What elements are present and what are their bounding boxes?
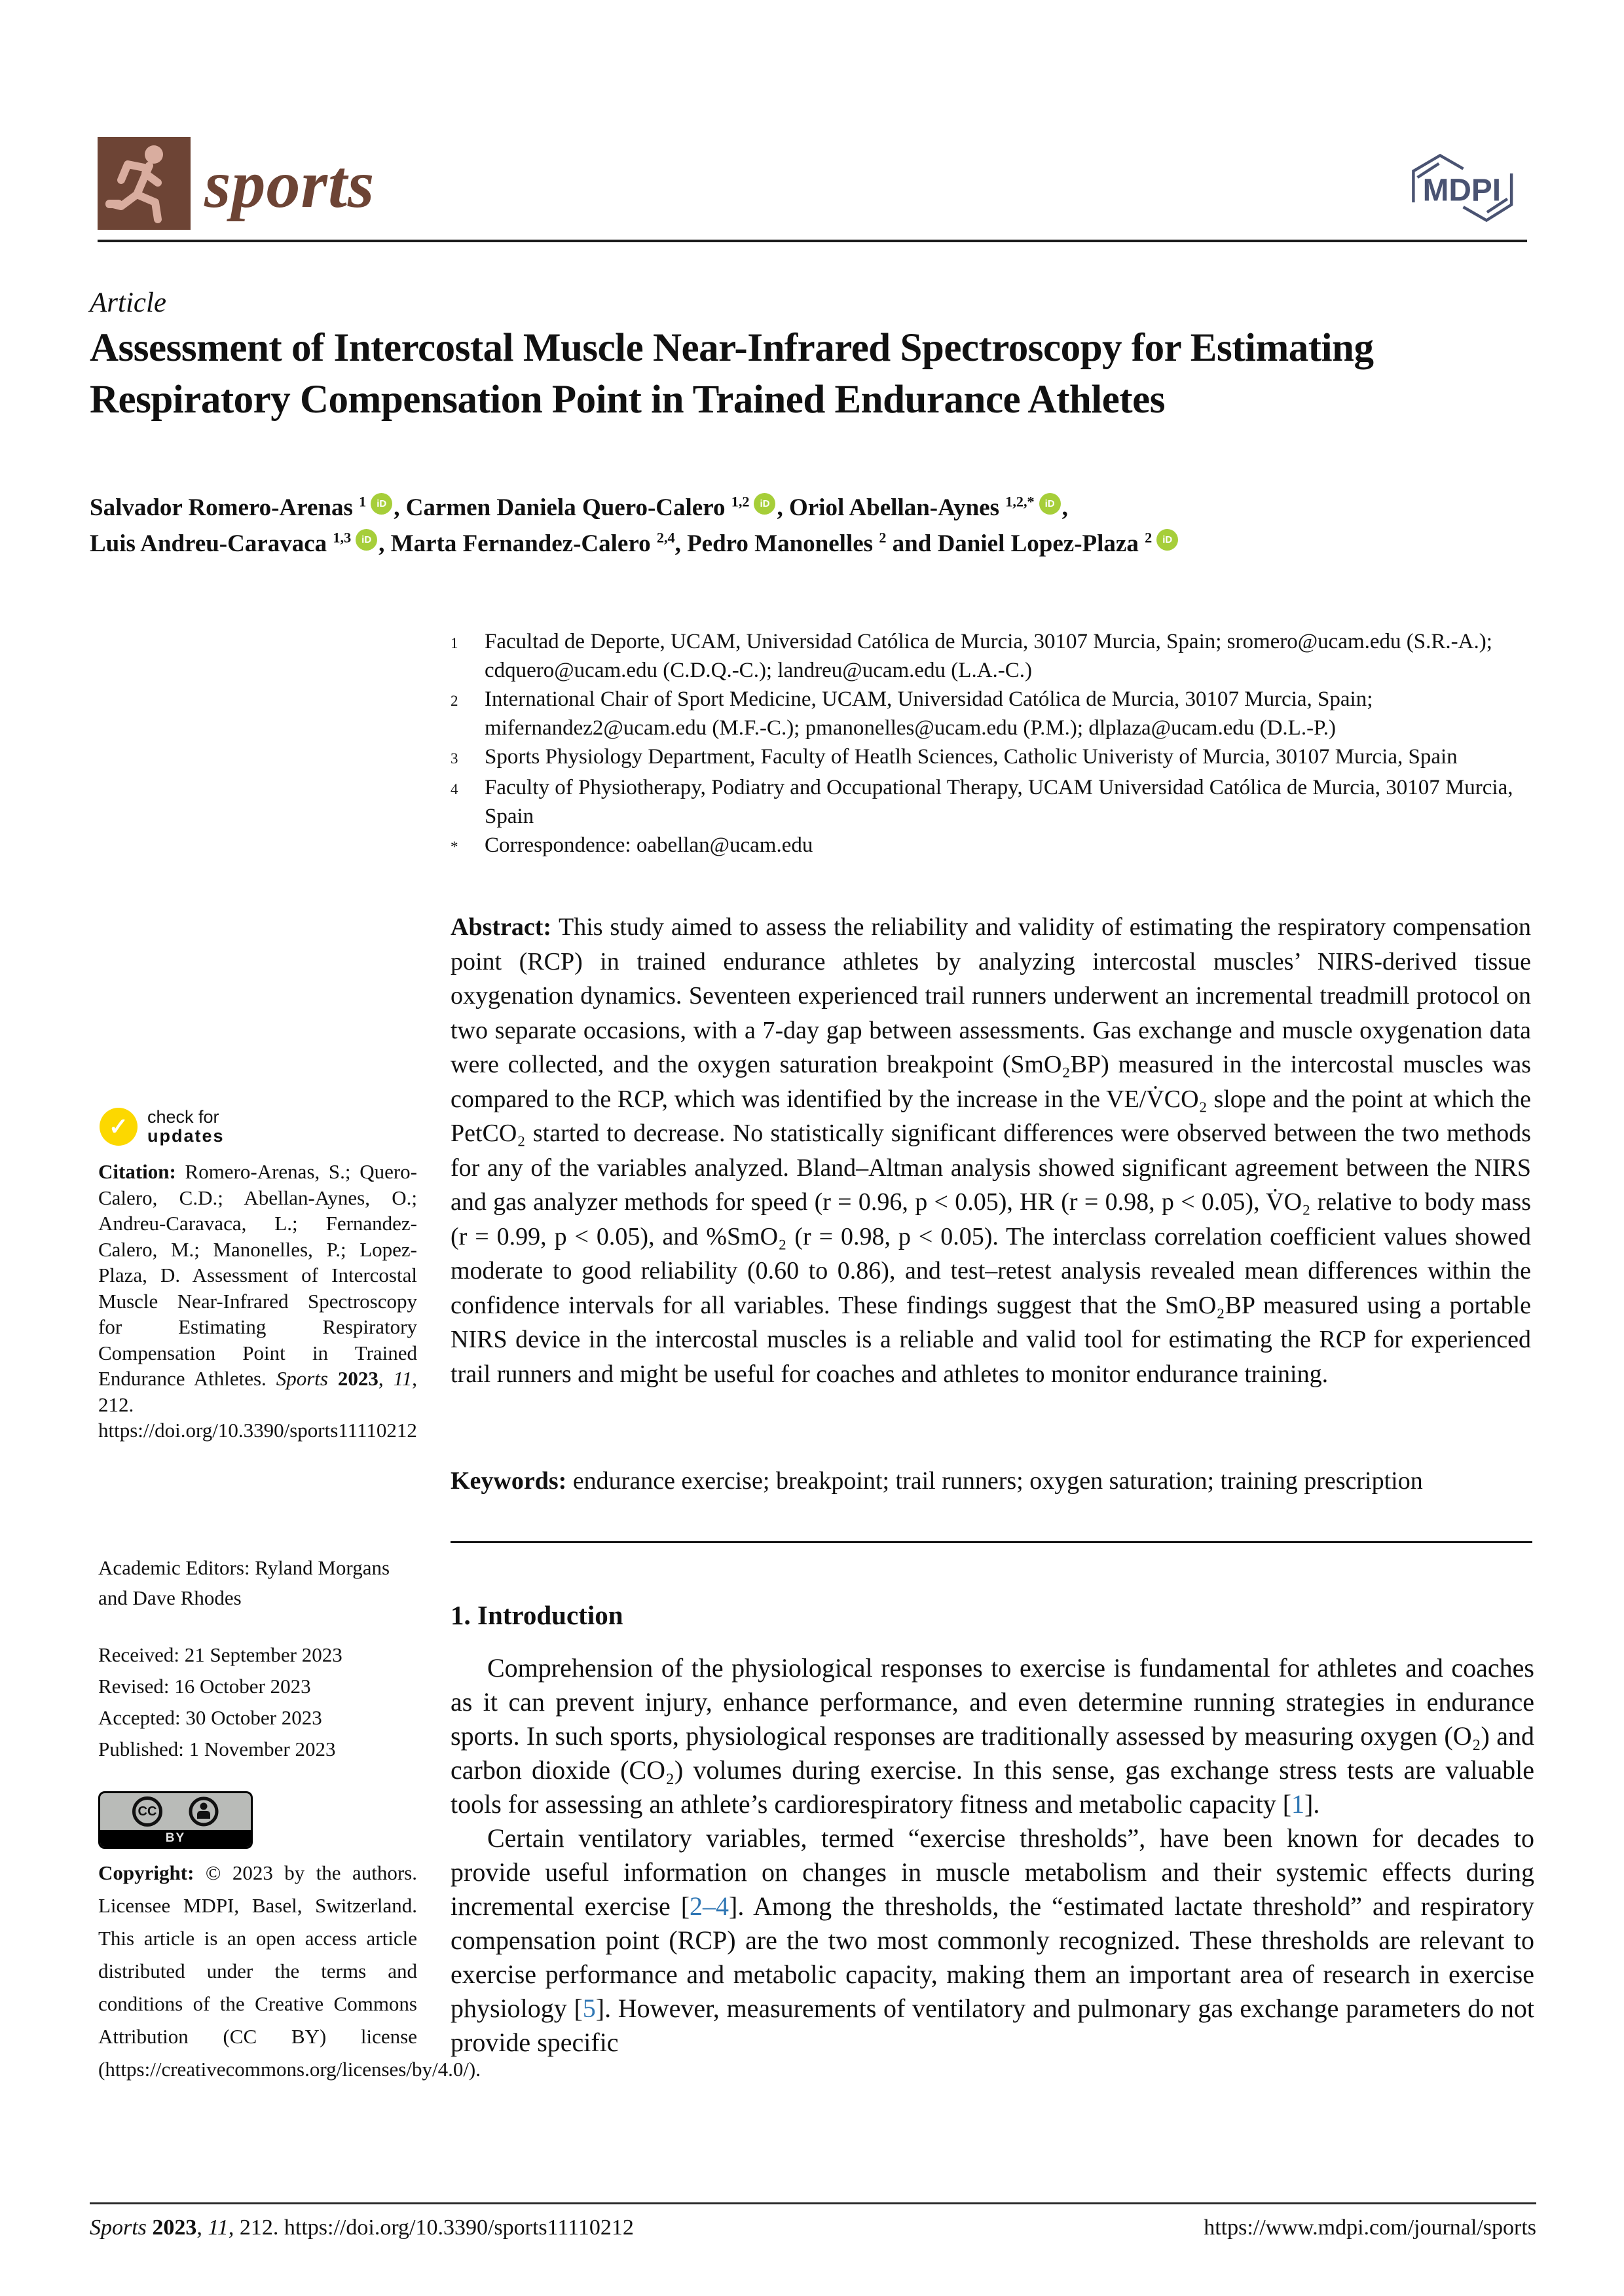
affiliation-text: Sports Physiology Department, Faculty of Heatlh Sciences, Catholic Univeristy of Murcia, 30107 Murcia, Spain — [485, 745, 1458, 769]
affiliation-number: 3 — [451, 750, 458, 767]
copyright-block: Copyright: © 2023 by the authors. Licensee MDPI, Basel, Switzerland. This article is an open access article distributed under the terms and conditions of the Creative Commons Attribution (CC BY) license (https://creativecommons.org/licenses/by/4.0/). — [98, 1861, 481, 2081]
by-person-icon — [189, 1796, 219, 1827]
check-for-updates-line1: check for — [147, 1107, 219, 1127]
keywords: Keywords: endurance exercise; breakpoint; trail runners; oxygen saturation; training prescription — [451, 1467, 1423, 1495]
header-rule — [98, 240, 1527, 242]
orcid-icon[interactable]: iD — [356, 529, 377, 551]
published-date: Published: 1 November 2023 — [98, 1738, 336, 1760]
sports-journal-logo — [98, 137, 191, 230]
academic-editors: Academic Editors: Ryland Morgans and Dave Rhodes — [98, 1556, 390, 1609]
section-heading-introduction: 1. Introduction — [451, 1600, 623, 1630]
accepted-date: Accepted: 30 October 2023 — [98, 1706, 322, 1729]
authors-line-2: Luis Andreu-Caravaca $^{1,3}$ iD , Marta Fernandez-Calero $^{2,4}$, Pedro Manonelles $^2$ and Daniel Lopez-Plaza $^2$ iD — [90, 526, 1511, 562]
check-for-updates-line2: updates — [147, 1126, 225, 1146]
check-glyph: ✓ — [108, 1113, 129, 1140]
cc-icons-row — [100, 1793, 251, 1830]
check-for-updates-label — [147, 1108, 225, 1146]
check-for-updates-badge[interactable] — [100, 1108, 225, 1146]
introduction-paragraph-2: Certain ventilatory variables, termed “exercise thresholds”, have been known for decades to provide useful information on changes in muscle metabolism and their systemic effects during incremental exercise [2–4]. Among the thresholds, the “estimated lactate threshold” and respiratory compensation point (RCP) are the two most commonly recognized. These thresholds are relevant to exercise performance and metabolic capacity, making them an important area of research in exercise physiology [5]. However, measurements of ventilatory and pulmonary gas exchange parameters do not provide specific — [451, 1823, 1534, 2057]
article-history — [98, 1639, 417, 1765]
citation-block: Citation: Romero-Arenas, S.; Quero-Calero, C.D.; Abellan-Aynes, O.; Andreu-Caravaca, L.; Fernandez-Calero, M.; Manonelles, P.; Lopez-Plaza, D. Assessment of Intercostal Muscle Near-Infrared Spectroscopy for Estimating Respiratory Compensation Point in Trained Endurance Athletes. Sports 2023, 11, 212. https://doi.org/10.3390/sports11110212 — [98, 1160, 418, 1442]
affiliation-row — [451, 627, 1536, 685]
affiliations-block — [451, 627, 1536, 862]
runner-icon — [98, 137, 191, 230]
check-icon — [100, 1108, 138, 1146]
footer — [90, 2215, 1536, 2240]
abstract: Abstract: This study aimed to assess the reliability and validity of estimating the respiratory compensation point (RCP) in trained endurance athletes by analyzing intercostal muscles’ NIRS-derived tissue oxygenation dynamics. Seventeen experienced trail runners underwent an incremental treadmill protocol on two separate occasions, with a 7-day gap between assessments. Gas exchange and muscle oxygenation data were collected, and the oxygen saturation breakpoint (SmO₂BP) measured in the intercostal muscles was compared to the RCP, which was identified by the increase in the VE/V̇CO₂ slope and the point at which the PetCO₂ started to decrease. No statistically significant differences were observed between the two methods for any of the variables analyzed. Bland–Altman analysis showed significant agreement between the NIRS and gas analyzer methods for speed (r = 0.96, p < 0.05), HR (r = 0.98, p < 0.05), V̇O₂ relative to body mass (r = 0.99, p < 0.05), and %SmO₂ (r = 0.98, p < 0.05). The interclass correlation coefficient values showed moderate to good reliability (0.60 to 0.86), and test–retest analysis revealed mean differences within the confidence intervals for all variables. These findings suggest that the SmO₂BP measured using a portable NIRS device in the intercostal muscles is a reliable and valid tool for estimating the RCP for experienced trail runners and might be useful for coaches and athletes to monitor endurance training. — [451, 913, 1531, 1388]
journal-name: sports — [204, 147, 375, 222]
affiliation-text: Facultad de Deporte, UCAM, Universidad Católica de Murcia, 30107 Murcia, Spain; sromero@ucam.edu (S.R.-A.); cdquero@ucam.edu (C.D.Q.-C.); landreu@ucam.edu (L.A.-C.) — [485, 630, 1492, 682]
correspondence-asterisk: * — [451, 839, 458, 855]
footer-journal-url[interactable]: https://www.mdpi.com/journal/sports — [1204, 2215, 1536, 2240]
orcid-icon[interactable]: iD — [371, 493, 392, 515]
cc-icon: CC — [132, 1796, 162, 1827]
reference-link[interactable]: 5 — [582, 1994, 596, 2023]
cc-by-license-badge[interactable] — [98, 1791, 253, 1849]
affiliation-text: International Chair of Sport Medicine, UCAM, Universidad Católica de Murcia, 30107 Murcia, Spain; mifernandez2@ucam.edu (M.F.-C.); pmanonelles@ucam.edu (P.M.); dlplaza@ucam.edu (D.L.-P.) — [485, 687, 1373, 740]
reference-link[interactable]: 1 — [1291, 1789, 1305, 1819]
mdpi-logo-text: MDPI — [1422, 173, 1502, 208]
footer-rule — [90, 2202, 1536, 2204]
authors-block — [90, 490, 1511, 562]
affiliation-number: 4 — [451, 781, 458, 797]
received-date: Received: 21 September 2023 — [98, 1643, 342, 1666]
orcid-icon[interactable]: iD — [754, 493, 775, 515]
runner-head — [145, 145, 163, 164]
cc-by-label: BY — [100, 1830, 251, 1847]
introduction-paragraph-1: Comprehension of the physiological responses to exercise is fundamental for athletes and coaches as it can prevent injury, enhance performance, and even determine running strategies in endurance sports. In such sports, physiological responses are traditionally assessed by measuring oxygen (O₂) and carbon dioxide (CO₂) volumes during exercise. In this sense, gas exchange stress tests are valuable tools for assessing an athlete’s cardiorespiratory fitness and metabolic capacity [1]. — [451, 1653, 1534, 1819]
orcid-icon[interactable]: iD — [1156, 529, 1178, 551]
orcid-icon[interactable]: iD — [1039, 493, 1061, 515]
page-title: Assessment of Intercostal Muscle Near-Infrared Spectroscopy for Estimating Respiratory Compensation Point in Trained Endurance Athletes — [90, 326, 1374, 422]
affiliation-number: 2 — [451, 693, 458, 709]
keywords-divider-rule — [451, 1541, 1532, 1543]
runner-shoe — [105, 200, 122, 208]
affiliation-row — [451, 742, 1536, 773]
affiliation-number: 1 — [451, 635, 458, 651]
affiliation-row — [451, 685, 1536, 742]
article-type-label: Article — [90, 287, 167, 318]
footer-citation[interactable]: Sports 2023, 11, 212. https://doi.org/10.3390/sports11110212 — [90, 2215, 634, 2240]
correspondence-text[interactable]: Correspondence: oabellan@ucam.edu — [485, 833, 813, 857]
revised-date: Revised: 16 October 2023 — [98, 1675, 311, 1698]
correspondence-row — [451, 831, 1536, 862]
reference-link[interactable]: 2–4 — [690, 1891, 729, 1921]
affiliation-row — [451, 773, 1536, 831]
authors-line-1: Salvador Romero-Arenas $^1$ iD , Carmen Daniela Quero-Calero $^{1,2}$ iD , Oriol Abellan-Aynes $^{1,2,*}$ iD , — [90, 493, 1068, 521]
mdpi-hexagon-icon — [1405, 144, 1527, 232]
introduction-section — [451, 1599, 1534, 2060]
mdpi-logo[interactable] — [1405, 144, 1527, 232]
affiliation-text: Faculty of Physiotherapy, Podiatry and Occupational Therapy, UCAM Universidad Católica de Murcia, 30107 Murcia, Spain — [485, 776, 1513, 828]
